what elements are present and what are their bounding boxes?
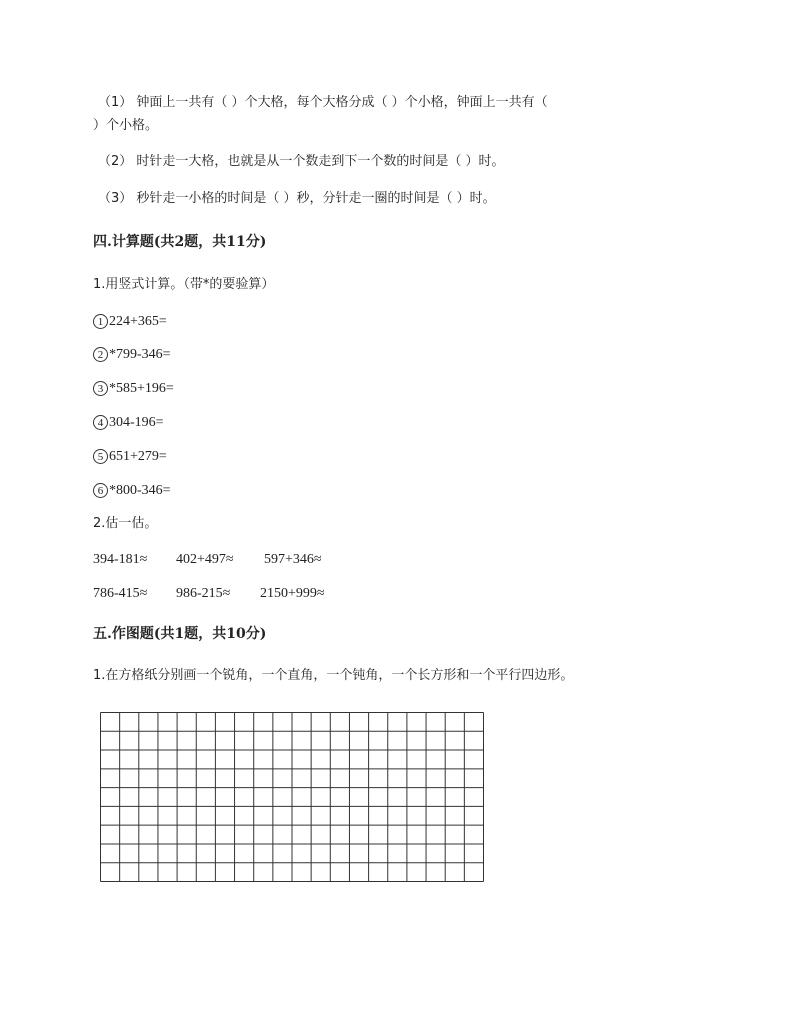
calc-expression: 304-196= [109,415,164,430]
calc-item-5 [93,448,167,466]
calc-expression: *799-346= [109,347,171,362]
estimate-expression: 786-415≈ [93,586,148,601]
calc-item-1 [93,313,167,331]
square-grid-paper[interactable] [100,712,484,882]
calc-item-3 [93,380,174,398]
estimate-row-1 [93,551,322,569]
section-5-title: 五.作图题(共1题，共10分) [93,626,267,642]
circled-number: 3 [93,381,108,396]
circled-number: 6 [93,483,108,498]
calc-expression: *585+196= [109,381,174,396]
question-3: （3） 秒针走一小格的时间是（ ）秒，分针走一圈的时间是（ ）时。 [98,191,496,206]
calc-item-6 [93,482,171,500]
circled-number: 1 [93,314,108,329]
estimate-expression: 402+497≈ [176,552,234,567]
estimate-expression: 2150+999≈ [260,586,325,601]
calc-item-2 [93,346,171,364]
grid-lines [100,712,484,882]
estimate-instruction: 2.估一估。 [93,516,158,531]
question-1-line-2: ）个小格。 [93,118,159,133]
estimate-row-2 [93,585,325,603]
section-4-title: 四.计算题(共2题，共11分) [93,234,267,250]
estimate-expression: 986-215≈ [176,586,231,601]
estimate-expression: 394-181≈ [93,552,148,567]
calc-item-4 [93,414,164,432]
estimate-expression: 597+346≈ [264,552,322,567]
drawing-instruction: 1.在方格纸分别画一个锐角，一个直角，一个钝角，一个长方形和一个平行四边形。 [93,668,574,683]
calc-expression: 224+365= [109,314,167,329]
calc-expression: 651+279= [109,449,167,464]
calc-instruction: 1.用竖式计算。（带*的要验算） [93,277,275,292]
circled-number: 4 [93,415,108,430]
circled-number: 2 [93,347,108,362]
calc-expression: *800-346= [109,483,171,498]
circled-number: 5 [93,449,108,464]
question-1-line-1: （1） 钟面上一共有（ ）个大格，每个大格分成（ ）个小格，钟面上一共有（ [98,95,548,110]
question-2: （2） 时针走一大格，也就是从一个数走到下一个数的时间是（ ）时。 [98,154,505,169]
